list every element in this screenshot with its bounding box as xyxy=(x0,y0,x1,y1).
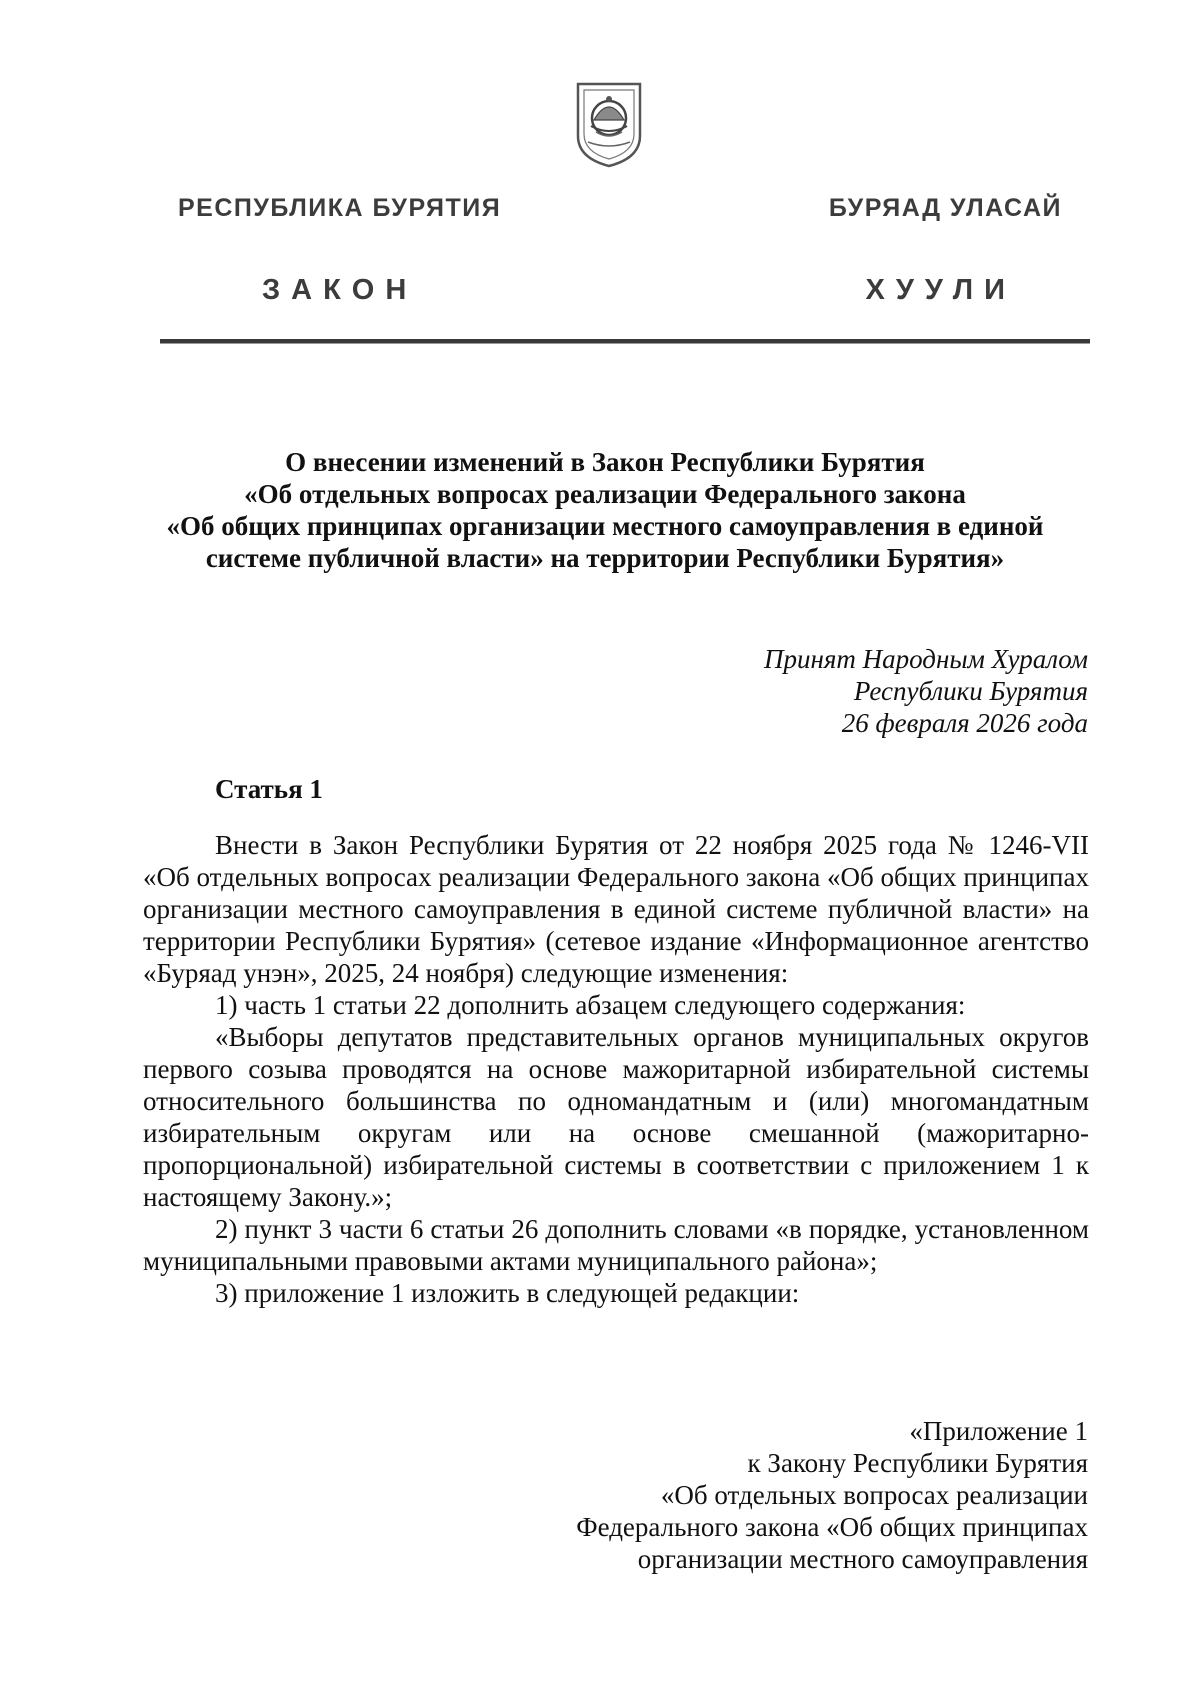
law-title-line: О внесении изменений в Закон Республики Бурятия xyxy=(285,447,925,477)
article-heading: Статья 1 xyxy=(215,774,323,804)
republic-name-ru: РЕСПУБЛИКА БУРЯТИЯ xyxy=(178,194,502,222)
republic-name-bua: БУРЯАД УЛАСАЙ xyxy=(828,194,1062,222)
article-body xyxy=(143,829,1089,1309)
appendix-line: Федерального закона «Об общих принципах xyxy=(576,1512,1088,1542)
adoption-date: 26 февраля 2026 года xyxy=(841,708,1088,738)
adoption-line: Принят Народным Хуралом xyxy=(763,644,1088,674)
law-title-line: системе публичной власти» на территории Республики Бурятия» xyxy=(205,543,1005,573)
article-paragraph: 1) часть 1 статьи 22 дополнить абзацем следующего содержания: xyxy=(215,990,966,1020)
law-title xyxy=(140,446,1070,574)
appendix-header xyxy=(576,1415,1088,1575)
appendix-line: к Закону Республики Бурятия xyxy=(747,1448,1088,1478)
adoption-note xyxy=(764,643,1088,739)
coat-of-arms-icon xyxy=(574,78,644,168)
law-label-bua: ХУУЛИ xyxy=(865,274,1016,306)
header-divider xyxy=(160,339,1090,344)
law-title-line: «Об отдельных вопросах реализации Федерального закона xyxy=(244,479,966,509)
law-title-line: «Об общих принципах организации местного самоуправления в единой xyxy=(166,511,1044,541)
article-paragraph: 2) пункт 3 части 6 статьи 26 дополнить словами «в порядке, установленном муниципальными правовыми актами муниципального района»; xyxy=(143,1214,1089,1276)
appendix-line: «Приложение 1 xyxy=(909,1416,1088,1446)
article-paragraph: Внести в Закон Республики Бурятия от 22 ноября 2025 года № 1246-VII «Об отдельных вопросах реализации Федерального закона «Об общих принципах организации местного самоуправления в единой системе публичной власти» на территории Республики Бурятия» (сетевое издание «Информационное агентство «Буряад унэн», 2025, 24 ноября) следующие изменения: xyxy=(143,830,1089,988)
appendix-line: «Об отдельных вопросах реализации xyxy=(660,1480,1088,1510)
article-paragraph: 3) приложение 1 изложить в следующей редакции: xyxy=(215,1278,800,1308)
article-paragraph: «Выборы депутатов представительных органов муниципальных округов первого созыва проводятся на основе мажоритарной избирательной системы относительного большинства по одномандатным и (или) многомандатным избирательным округам или на основе смешанной (мажоритарно-пропорциональной) избирательной системы в соответствии с приложением 1 к настоящему Закону.»; xyxy=(143,1022,1089,1212)
appendix-line: организации местного самоуправления xyxy=(637,1544,1088,1574)
adoption-line: Республики Бурятия xyxy=(853,676,1088,706)
law-label-ru: ЗАКОН xyxy=(262,274,418,306)
